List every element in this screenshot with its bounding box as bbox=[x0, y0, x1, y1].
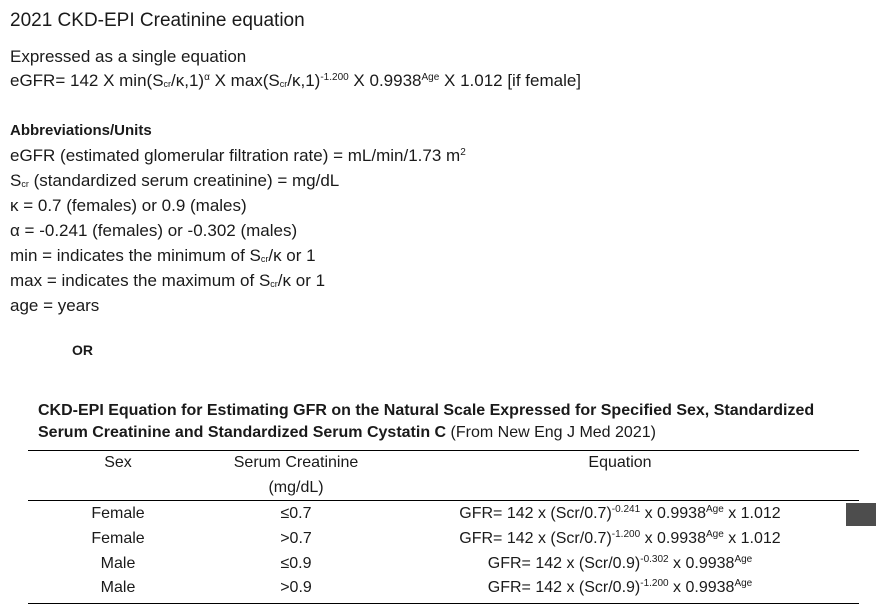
header-equation: Equation bbox=[588, 454, 652, 471]
table-bottom-rule bbox=[28, 603, 859, 604]
abbr-age: age = years bbox=[10, 296, 100, 315]
side-marker bbox=[846, 503, 876, 526]
cell-equation: GFR= 142 x $(Scr/0.7)^{-1.200}$ x $0.9938^{Age}$ x 1.012 bbox=[459, 529, 781, 547]
table-caption: CKD-EPI Equation for Estimating GFR on the Natural Scale Expressed for Specified Sex, Standardized Serum Creatinine and Standardized Serum Cystatin C (From New Eng J Med 2021) bbox=[38, 402, 815, 441]
cell-creatinine: >0.9 bbox=[280, 579, 312, 596]
intro-text: Expressed as a single equation bbox=[10, 47, 247, 66]
abbr-scr: $S_{cr}$ (standardized serum creatinine) = mg/dL bbox=[10, 171, 340, 190]
document-title: 2021 CKD-EPI Creatinine equation bbox=[10, 10, 305, 31]
abbreviations-heading: Abbreviations/Units bbox=[10, 122, 152, 139]
header-sex: Sex bbox=[104, 454, 132, 471]
abbr-egfr: eGFR (estimated glomerular filtration rate) = mL/min/1.73 $m^2$ bbox=[10, 146, 466, 165]
combined-equation: eGFR= 142 X $\min(S_{cr}/\kappa,1)^\alpha$ X $\max(S_{cr}/\kappa,1)^{-1.200}$ X $0.9938^{Age}$ X 1.012 [if female] bbox=[10, 71, 582, 90]
cell-equation: GFR= 142 x $(Scr/0.9)^{-1.200}$ x $0.9938^{Age}$ bbox=[487, 578, 753, 596]
cell-sex: Female bbox=[91, 505, 145, 522]
cell-sex: Male bbox=[100, 555, 136, 572]
table-top-rule bbox=[28, 450, 859, 451]
cell-creatinine: ≤0.9 bbox=[280, 555, 312, 572]
cell-equation: GFR= 142 x $(Scr/0.7)^{-0.241}$ x $0.9938^{Age}$ x 1.012 bbox=[459, 504, 781, 522]
header-serum-creatinine-unit: (mg/dL) bbox=[268, 479, 324, 496]
table-header-rule bbox=[28, 500, 859, 501]
abbr-max: max = indicates the maximum of $S_{cr}/\kappa$ or 1 bbox=[10, 271, 326, 290]
cell-sex: Female bbox=[91, 530, 145, 547]
abbr-alpha: α = -0.241 (females) or -0.302 (males) bbox=[10, 221, 298, 240]
cell-equation: GFR= 142 x $(Scr/0.9)^{-0.302}$ x $0.9938^{Age}$ bbox=[487, 554, 753, 572]
abbr-kappa: κ = 0.7 (females) or 0.9 (males) bbox=[10, 196, 247, 215]
cell-creatinine: >0.7 bbox=[280, 530, 312, 547]
cell-sex: Male bbox=[100, 579, 136, 596]
abbr-min: min = indicates the minimum of $S_{cr}/\kappa$ or 1 bbox=[10, 246, 316, 265]
cell-creatinine: ≤0.7 bbox=[280, 505, 312, 522]
header-serum-creatinine: Serum Creatinine bbox=[233, 454, 359, 471]
or-separator: OR bbox=[72, 342, 93, 358]
